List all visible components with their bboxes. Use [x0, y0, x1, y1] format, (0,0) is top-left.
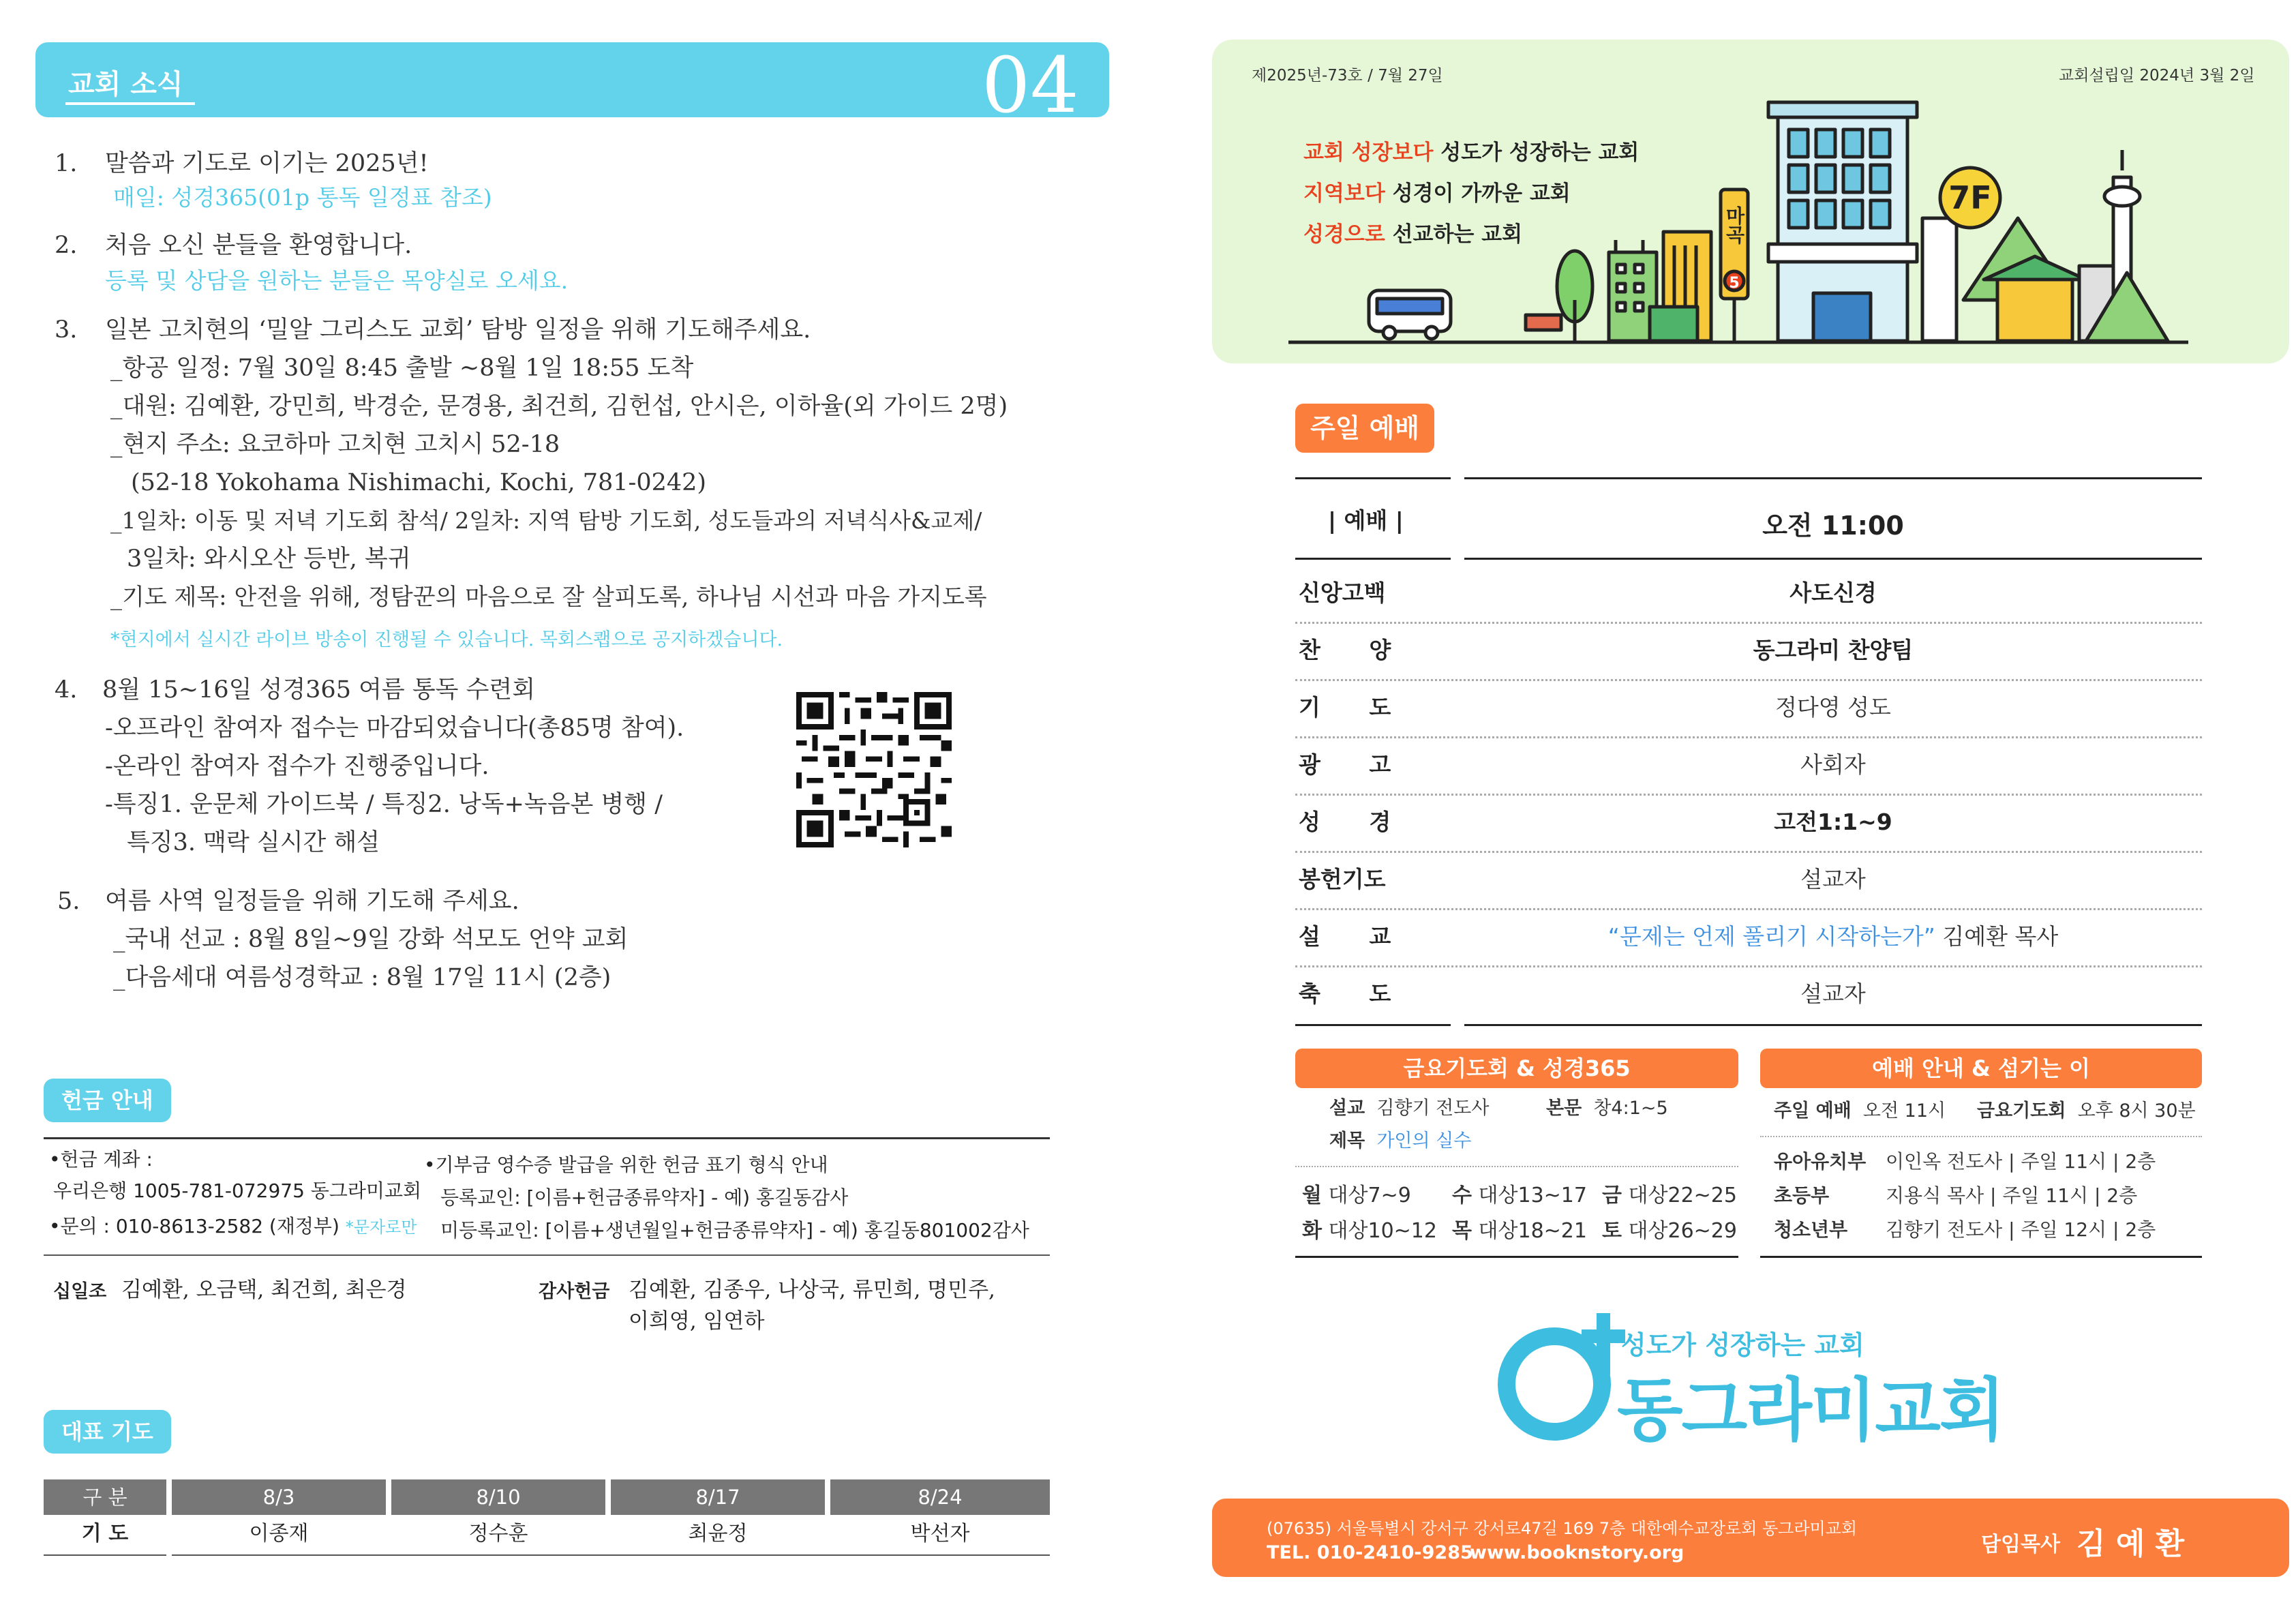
- prayer-date: 8/3: [172, 1479, 386, 1515]
- item-number: 5.: [57, 888, 80, 915]
- pastor-label: 담임목사: [1981, 1533, 2060, 1557]
- worship-time: 오전 11:00: [1762, 511, 1904, 541]
- worship-row-label: 축 도: [1299, 980, 1412, 1007]
- friday-heading: 금요기도회 & 성경365: [1295, 1049, 1738, 1088]
- dept-value: 이인옥 전도사 | 주일 11시 | 2층: [1886, 1150, 2156, 1173]
- item-line: _대원: 김예환, 강민희, 박경순, 문경용, 최건희, 김헌섭, 안시은, 이하율(외 가이드 2명): [110, 393, 1008, 420]
- dept-label: 유아유치부: [1774, 1150, 1867, 1173]
- range: 대상22~25: [1628, 1184, 1737, 1207]
- schedule-item: [1602, 1179, 1737, 1212]
- item-line: 특징3. 맥락 실시간 해설: [127, 829, 380, 856]
- news-item-2: [55, 226, 412, 265]
- range: 대상7~9: [1328, 1184, 1411, 1207]
- item-number: 1.: [55, 150, 78, 177]
- item-line: _국내 선교 : 8월 8일~9일 강화 석모도 언약 교회: [113, 926, 629, 953]
- item-number: 2.: [55, 232, 78, 259]
- guide-heading: 예배 안내 & 섬기는 이: [1760, 1049, 2202, 1088]
- divider: [44, 1254, 1050, 1256]
- worship-heading: 주일 예배: [1295, 404, 1434, 453]
- item-line: 말씀과 기도로 이기는 2025년!: [105, 150, 429, 177]
- prayer-date: 8/10: [391, 1479, 605, 1515]
- dept-row: [1774, 1214, 2156, 1246]
- schedule-item: [1302, 1179, 1411, 1212]
- day: 토: [1602, 1219, 1622, 1243]
- item-line: 3일차: 와시오산 등반, 복귀: [127, 545, 411, 573]
- slogan-rest: 성경이 가까운 교회: [1385, 181, 1571, 206]
- news-note: 매일: 성경365(01p 통독 일정표 참조): [113, 184, 492, 211]
- footer-tel: TEL. 010-2410-9285: [1267, 1542, 1473, 1563]
- item-line: 8월 15~16일 성경365 여름 통독 수련회: [102, 676, 536, 704]
- friday-sermon: [1329, 1092, 1489, 1125]
- prayer-head-label: 구 분: [44, 1479, 166, 1515]
- info-value: 오후 8시 30분: [2077, 1100, 2196, 1122]
- friday-title: [1329, 1125, 1471, 1158]
- pastor-name: 김 예 환: [2076, 1527, 2185, 1561]
- divider: [1464, 1024, 2202, 1026]
- thanks-label: 감사헌금: [539, 1281, 610, 1302]
- item-line: _다음세대 여름성경학교 : 8월 17일 11시 (2층): [113, 964, 611, 991]
- worship-row-value: 설교자: [1800, 866, 1866, 892]
- info-value: 오전 11시: [1862, 1100, 1946, 1122]
- worship-row-value: 고전1:1~9: [1774, 809, 1892, 835]
- divider: [44, 1554, 166, 1556]
- worship-row: [0, 679, 2296, 736]
- contact-text: •문의 : 010-8613-2582 (재정부): [49, 1215, 339, 1237]
- worship-row-value: 정다영 성도: [1775, 694, 1891, 721]
- sermon-title: “문제는 언제 풀리기 시작하는가”: [1607, 923, 1935, 950]
- worship-row-label: 기 도: [1299, 694, 1412, 721]
- offering-heading: 헌금 안내: [44, 1079, 171, 1122]
- info-label: 주일 예배: [1774, 1100, 1852, 1122]
- news-note: *현지에서 실시간 라이브 방송이 진행될 수 있습니다. 목회스쾝으로 공지하겠습니다.: [110, 629, 783, 650]
- prayer-date: 8/17: [611, 1479, 825, 1515]
- divider: [1295, 477, 1451, 479]
- footer-address: (07635) 서울특별시 강서구 강서로47길 169 7층 대한예수교장로회 동그라미교회: [1267, 1519, 1858, 1538]
- sermon-value: [1464, 908, 2202, 965]
- dept-row: [1774, 1145, 2156, 1178]
- worship-row: [0, 622, 2296, 679]
- worship-row: [0, 565, 2296, 622]
- worship-row-label: 성 경: [1299, 809, 1412, 835]
- worship-row-value: 설교자: [1800, 980, 1866, 1007]
- item-line: -특징1. 운문체 가이드북 / 특징2. 낭독+녹음본 병행 /: [105, 791, 663, 818]
- dept-value: 김향기 전도사 | 주일 12시 | 2층: [1886, 1218, 2156, 1241]
- tithe-names: 김예환, 오금택, 최건희, 최은경: [121, 1278, 407, 1302]
- page-number: 04: [982, 42, 1079, 130]
- worship-row: [0, 736, 2296, 794]
- schedule-item: [1302, 1215, 1437, 1248]
- slogan-accent: 성경으로: [1303, 222, 1385, 247]
- dept-label: 청소년부: [1774, 1218, 1848, 1241]
- worship-row-label: 신앙고백: [1299, 580, 1386, 606]
- footer-website[interactable]: www.booknstory.org: [1470, 1542, 1685, 1563]
- worship-row-value: 사회자: [1800, 751, 1866, 778]
- day: 금: [1602, 1184, 1622, 1207]
- divider: [1295, 1256, 1738, 1258]
- worship-row: [0, 794, 2296, 851]
- divider: [1464, 477, 2202, 479]
- item-line: _항공 일정: 7월 30일 8:45 출발 ~8월 1일 18:55 도착: [110, 355, 694, 382]
- schedule-item: [1452, 1179, 1587, 1212]
- prayer-heading: 대표 기도: [44, 1410, 171, 1454]
- floor-badge: 7F: [1948, 179, 1992, 216]
- item-line: -온라인 참여자 접수가 진행중입니다.: [105, 753, 489, 780]
- worship-row: [0, 908, 2296, 965]
- divider: [1295, 1024, 1451, 1026]
- prayer-name: 정수훈: [468, 1522, 528, 1546]
- sign-text: 마곡: [1723, 206, 1746, 244]
- item-number: 4.: [55, 676, 78, 704]
- sign-number: 5: [1729, 275, 1740, 292]
- slogan-accent: 교회 성장보다: [1303, 140, 1434, 165]
- range: 대상18~21: [1478, 1219, 1587, 1243]
- worship-row-label: 광 고: [1299, 751, 1412, 778]
- item-line: 처음 오신 분들을 환영합니다.: [105, 232, 412, 259]
- dept-value: 지용식 목사 | 주일 11시 | 2층: [1886, 1184, 2138, 1207]
- preacher: 김예환 목사: [1942, 923, 2059, 950]
- news-title-underline: [65, 102, 195, 105]
- divider: [172, 1554, 1050, 1556]
- city-illustration: [1288, 95, 2216, 348]
- friday-text: [1546, 1092, 1668, 1125]
- info-label: 설교: [1329, 1098, 1365, 1119]
- worship-row: [0, 851, 2296, 908]
- day: 화: [1302, 1219, 1322, 1243]
- news-item-1: [55, 145, 429, 183]
- item-line: _기도 제목: 안전을 위해, 정탐꾼의 마음으로 잘 살피도록, 하나님 시선과 마음 가지도록: [110, 584, 987, 611]
- worship-row-value: 동그라미 찬양팀: [1753, 637, 1914, 663]
- item-line: _현지 주소: 요코하마 고치현 고치시 52-18: [110, 431, 560, 458]
- info-value: 가인의 실수: [1376, 1130, 1472, 1152]
- receipt-registered: 등록교인: [이름+헌금종류약자] - 예) 홍길동감사: [440, 1186, 849, 1209]
- worship-header-label: | 예배 |: [1328, 507, 1404, 534]
- info-label: 본문: [1546, 1098, 1582, 1119]
- guide-sunday: [1774, 1095, 1946, 1128]
- day: 월: [1302, 1184, 1322, 1207]
- worship-row-label: 봉헌기도: [1299, 866, 1386, 892]
- worship-row-label: 찬 양: [1299, 637, 1412, 663]
- news-banner: [35, 42, 1109, 117]
- schedule-item: [1452, 1215, 1587, 1248]
- prayer-name: 박선자: [910, 1522, 970, 1546]
- prayer-row-label: 기 도: [81, 1522, 129, 1546]
- item-line: (52-18 Yokohama Nishimachi, Kochi, 781-0242): [131, 469, 707, 496]
- item-line: 일본 고치현의 ‘밀알 그리스도 교회’ 탐방 일정을 위해 기도해주세요.: [105, 316, 811, 344]
- item-number: 3.: [55, 316, 78, 344]
- dotted-divider: [1760, 1136, 2202, 1137]
- dotted-divider: [1295, 1166, 1738, 1167]
- prayer-name: 이종재: [249, 1522, 309, 1546]
- thanks-names: 김예환, 김종우, 나상국, 류민희, 명민주,: [629, 1278, 995, 1302]
- issue-number: 제2025년-73호 / 7월 27일: [1252, 67, 1443, 85]
- logo-name: 동그라미교회: [1617, 1370, 2004, 1450]
- tithe-label: 십일조: [53, 1281, 107, 1302]
- founded-date: 교회설립일 2024년 3월 2일: [2059, 67, 2255, 85]
- thanks-names: 이희영, 임연하: [629, 1309, 765, 1334]
- news-note: 등록 및 상담을 원하는 분들은 목양실로 오세요.: [105, 267, 569, 294]
- day: 목: [1452, 1219, 1472, 1243]
- divider: [1760, 1256, 2202, 1258]
- worship-row-label: 설 교: [1299, 923, 1412, 950]
- account-label: •헌금 계좌 :: [49, 1148, 153, 1171]
- info-value: 김향기 전도사: [1376, 1098, 1490, 1119]
- contact-line: [49, 1211, 417, 1243]
- dept-label: 초등부: [1774, 1184, 1830, 1207]
- item-line: _1일차: 이동 및 저녁 기도회 참석/ 2일차: 지역 탐방 기도회, 성도들과의 저녁식사&교제/: [110, 507, 982, 534]
- slogan-rest: 성도가 성장하는 교회: [1433, 140, 1640, 165]
- worship-row: [0, 965, 2296, 1023]
- receipt-title: •기부금 영수증 발급을 위한 헌금 표기 형식 안내: [424, 1154, 828, 1176]
- slogan-accent: 지역보다: [1303, 181, 1385, 206]
- schedule-item: [1602, 1215, 1737, 1248]
- info-label: 금요기도회: [1977, 1100, 2066, 1122]
- info-label: 제목: [1329, 1130, 1365, 1152]
- range: 대상13~17: [1478, 1184, 1587, 1207]
- divider: [1464, 558, 2202, 560]
- divider: [1295, 558, 1451, 560]
- receipt-unregistered: 미등록교인: [이름+생년월일+헌금종류약자] - 예) 홍길동801002감사: [440, 1219, 1029, 1242]
- news-item-3: [55, 311, 811, 349]
- day: 수: [1452, 1184, 1472, 1207]
- dept-row: [1774, 1179, 2137, 1212]
- news-title: 교회 소식: [68, 69, 183, 100]
- info-value: 창4:1~5: [1593, 1098, 1668, 1119]
- guide-friday: [1977, 1095, 2196, 1128]
- divider: [44, 1137, 1050, 1139]
- item-line: -오프라인 참여자 접수는 마감되었습니다(총85명 참여).: [105, 715, 684, 742]
- prayer-name: 최윤정: [688, 1522, 748, 1546]
- slogan-rest: 선교하는 교회: [1385, 222, 1523, 247]
- contact-note: *문자로만: [345, 1218, 417, 1237]
- account-number: 우리은행 1005-781-072975 동그라미교회: [53, 1179, 422, 1202]
- range: 대상26~29: [1628, 1219, 1737, 1243]
- worship-row-value: 사도신경: [1789, 580, 1877, 606]
- prayer-date: 8/24: [830, 1479, 1050, 1515]
- logo-tagline: 성도가 성장하는 교회: [1621, 1330, 1864, 1360]
- item-line: 여름 사역 일정들을 위해 기도해 주세요.: [105, 888, 519, 915]
- range: 대상10~12: [1328, 1219, 1437, 1243]
